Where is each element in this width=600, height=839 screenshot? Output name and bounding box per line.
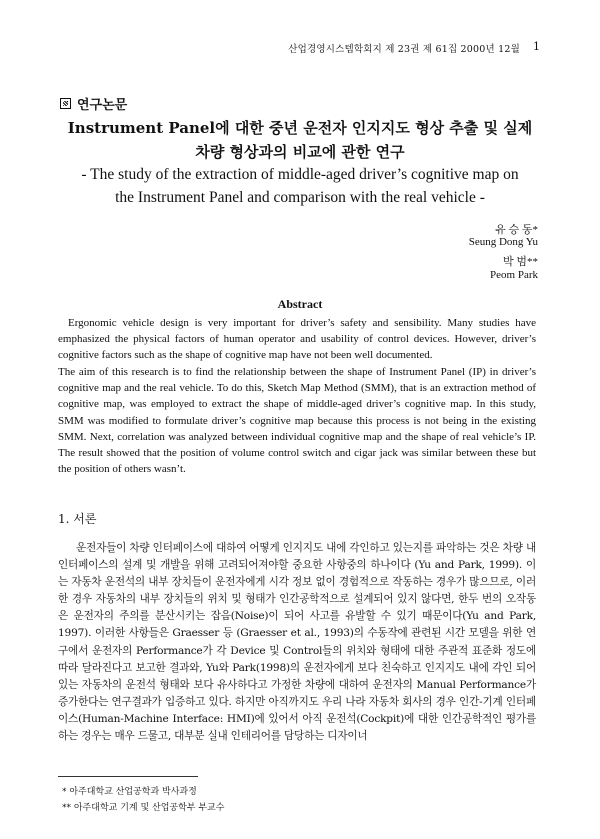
title-english-line1: - The study of the extraction of middle-aged driver’s cognitive map on	[81, 166, 519, 183]
introduction-body: 운전자들이 차량 인터페이스에 대하여 어떻게 인지지도 내에 각인하고 있는지를 파악하는 것은 차량 내 인터페이스의 설계 및 개발을 위해 고려되어져야할 중요한 사항중의 하나이다 (Yu and Park, 1999). 이는 자동차 운전석의 내부 장치들이 운전자에게 시각 정보 없이 경험적으로 작동하는 경우가 많으므로, 이러한 경우 자동차의 내부 장치들의 위치 및 형태가 인간공학적으로 설계되어 있지 않다면, 한두 번의 오작동은 운전자의 주의를 분산시키는 잡음(Noise)이 되어 사고를 유발할 수 있기 때문이다(Yu and Park, 1997). 이러한 사항들은 Graesser 등 (Graesser et al., 1993)의 수동작에 관련된 시간 모델을 위한 연구에서 운전자의 Performance가 각 Device 및 Control들의 위치와 형태에 대한 주관적 표준화 정도에 따라 달라진다고 보고한 결과와, Yu와 Park(1998)의 운전자에게 보다 친숙하고 인지지도 내에 각인 되어 있는 자동차의 운전석 형태와 보다 유사하다고 가정한 차량에 대하여 운전자의 Manual Performance가 증가한다는 연구결과가 입증하고 있다. 하지만 아직까지도 우리 나라 자동차 회사의 경우 인간-기계 인터페이스(Human-Machine Interface: HMI)에 있어서 아직 운전석(Cockpit)에 대한 인간공학적인 평가를 하는 경우는 매우 드물고, 대부분 실내 인테리어를 담당하는 디자이너	[58, 542, 536, 743]
page-number: 1	[533, 40, 540, 53]
title-korean-line1: Instrument Panel에 대한 중년 운전자 인지지도 형상 추출 및 실제	[67, 119, 533, 137]
hatched-square-icon	[60, 98, 71, 109]
section-tag	[60, 94, 127, 113]
abstract-paragraph-1: Ergonomic vehicle design is very important for driver’s safety and sensibility. Many studies have emphasized the physical factors of human operator and usability of control devices. However, driver’s cognitive factors such as the shape of cognitive map have not been well documented.	[58, 317, 536, 362]
section-tag-label: 연구논문	[77, 98, 128, 113]
running-head: 산업경영시스템학회지 제 23권 제 61집 2000년 12월	[288, 44, 520, 55]
author2-korean: 박 범**	[502, 256, 538, 268]
author1-english: Seung Dong Yu	[468, 236, 538, 248]
author1-korean: 유 승 동*	[495, 224, 538, 236]
abstract-heading: Abstract	[277, 297, 323, 311]
section-heading-introduction: 1. 서론	[58, 512, 97, 526]
footnote-rule	[58, 776, 198, 777]
title-english-line2: the Instrument Panel and comparison with the real vehicle -	[115, 189, 485, 206]
footnote-2: ** 아주대학교 기계 및 산업공학부 부교수	[62, 803, 225, 813]
author2-english: Peom Park	[490, 269, 538, 281]
abstract-paragraph-2: The aim of this research is to find the relationship between the shape of Instrument Panel (IP) in driver’s cognitive map and the real vehicle. To do this, Sketch Map Method (SMM), that is an extraction method of cognitive map, was employed to extract the shape of middle-aged driver’s cognitive map. In this study, SMM was modified to formulate driver’s cognitive map because this process is not being in the existing SMM. Next, correlation was analyzed between individual cognitive map and the shape of real vehicle’s IP. The result showed that the position of volume control switch and cigar jack was similar between these but the position of others wasn’t.	[58, 366, 536, 476]
footnote-1: * 아주대학교 산업공학과 박사과정	[62, 787, 197, 797]
title-korean-line2: 차량 형상과의 비교에 관한 연구	[195, 143, 405, 161]
